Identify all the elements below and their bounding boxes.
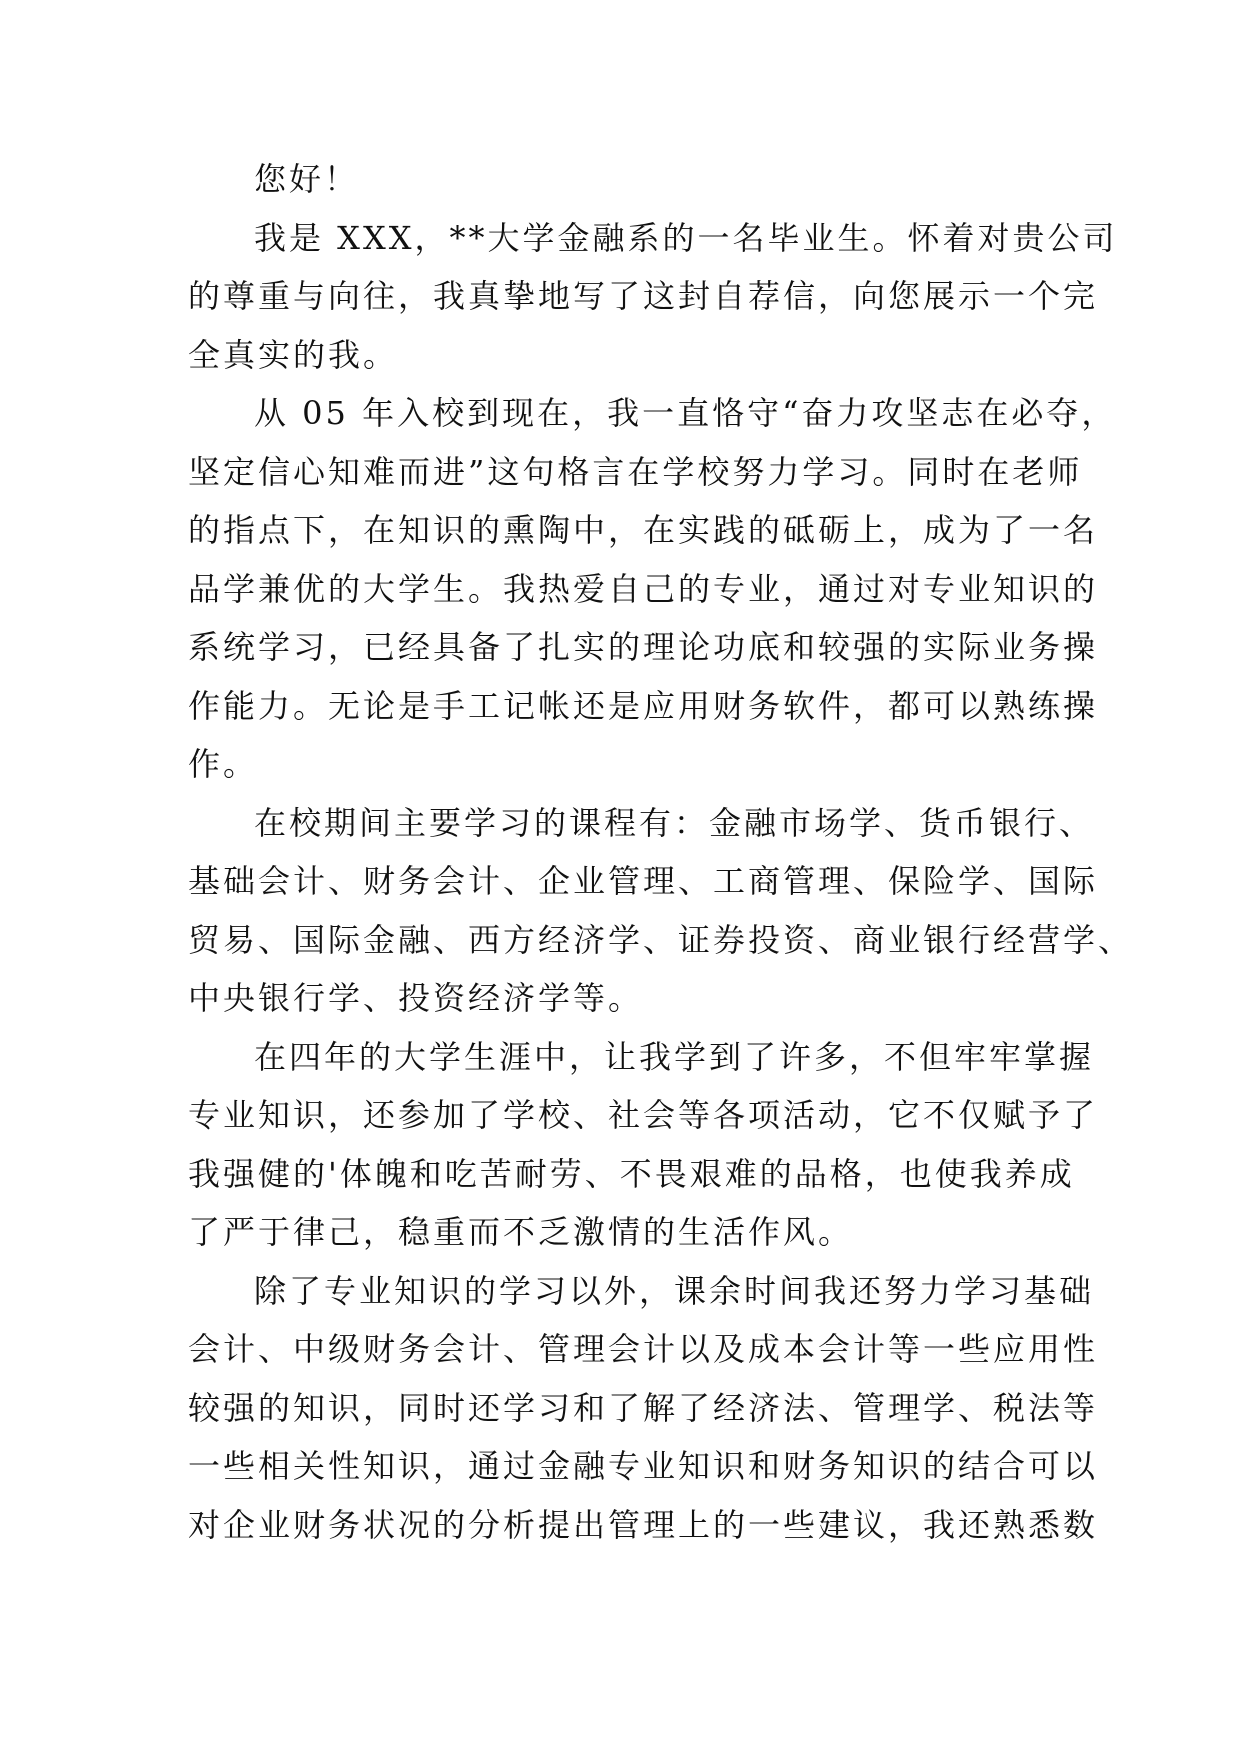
text-line: 较强的知识，同时还学习和了解了经济法、管理学、税法等 <box>188 1388 1099 1427</box>
text-line: 专业知识，还参加了学校、社会等各项活动，它不仅赋予了 <box>188 1096 1099 1134</box>
letter-body <box>188 150 1134 1554</box>
text-line: 了严于律己，稳重而不乏激情的生活作风。 <box>188 1213 854 1251</box>
text-line: 全真实的我。 <box>188 335 399 374</box>
text-line: 贸易、国际金融、西方经济学、证券投资、商业银行经营学、 <box>188 920 1134 959</box>
text-line: 中央银行学、投资经济学等。 <box>188 979 644 1017</box>
text-line: 基础会计、财务会计、企业管理、工商管理、保险学、国际 <box>188 862 1099 900</box>
text-line: 作能力。无论是手工记帐还是应用财务软件，都可以熟练操 <box>188 686 1099 725</box>
text-line: 在四年的大学生涯中，让我学到了许多，不但牢牢掌握 <box>254 1037 1095 1076</box>
text-line: 我是 XXX，**大学金融系的一名毕业生。怀着对贵公司 <box>254 218 1118 257</box>
text-line: 对企业财务状况的分析提出管理上的一些建议，我还熟悉数 <box>188 1505 1099 1544</box>
text-line: 系统学习，已经具备了扎实的理论功底和较强的实际业务操 <box>188 628 1099 666</box>
text-line: 会计、中级财务会计、管理会计以及成本会计等一些应用性 <box>188 1330 1099 1368</box>
text-line: 从 05 年入校到现在，我一直恪守“奋力攻坚志在必夺， <box>254 394 1117 432</box>
text-line: 的尊重与向往，我真挚地写了这封自荐信，向您展示一个完 <box>188 277 1099 315</box>
greeting-line: 您好！ <box>254 160 360 198</box>
text-line: 品学兼优的大学生。我热爱自己的专业，通过对专业知识的 <box>188 569 1099 608</box>
text-line: 在校期间主要学习的课程有：金融市场学、货币银行、 <box>254 803 1095 842</box>
text-line: 坚定信心知难而进”这句格言在学校努力学习。同时在老师 <box>188 452 1083 491</box>
text-line: 的指点下，在知识的熏陶中，在实践的砥砺上，成为了一名 <box>188 511 1099 549</box>
text-line: 作。 <box>188 745 259 783</box>
text-line: 我强健的'体魄和吃苦耐劳、不畏艰难的品格，也使我养成 <box>188 1154 1075 1193</box>
text-line: 一些相关性知识，通过金融专业知识和财务知识的结合可以 <box>188 1447 1099 1485</box>
text-line: 除了专业知识的学习以外，课余时间我还努力学习基础 <box>254 1271 1095 1310</box>
